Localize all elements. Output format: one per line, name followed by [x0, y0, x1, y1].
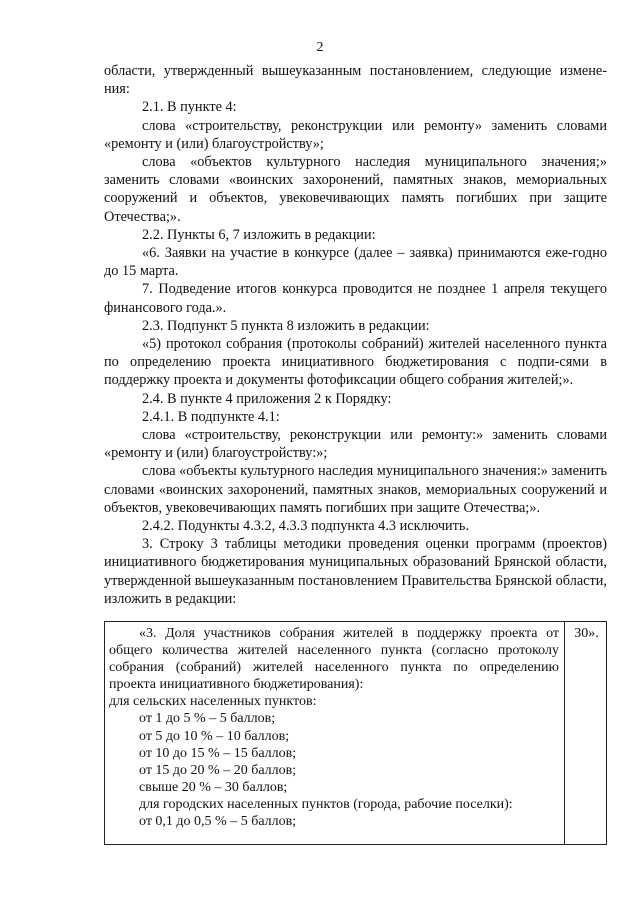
- paragraph: области, утвержденный вышеуказанным постановлением, следующие измене-ния:: [104, 63, 607, 98]
- rural-header: для сельских населенных пунктов:: [109, 694, 317, 710]
- paragraph: 2.4.1. В подпункте 4.1:: [142, 408, 280, 425]
- paragraph: слова «объектов культурного наследия муниципального значения;» заменить словами «воинских захоронений, памятных знаков, мемориальных сооружений и объектов, увековечивающих память погибших при защите Отечества;».: [104, 154, 607, 225]
- rural-item: от 15 до 20 % – 20 баллов;: [139, 762, 297, 778]
- rural-item: свыше 20 % – 30 баллов;: [139, 779, 288, 795]
- paragraph: 3. Строку 3 таблицы методики проведения оценки программ (проектов) инициативного бюджетирования муниципальных образований Брянской области, утвержденной вышеуказанным постановлением Правительства Брянской области, изложить в редакции:: [104, 536, 607, 607]
- paragraph: 2.4.2. Подункты 4.3.2, 4.3.3 подпункта 4.3 исключить.: [142, 518, 470, 535]
- page-number: 2: [316, 40, 324, 55]
- paragraph: слова «строительству, реконструкции или ремонту» заменить словами «ремонту и (или) благоустройству»;: [104, 117, 607, 152]
- paragraph: 7. Подведение итогов конкурса проводится не позднее 1 апреля текущего финансового года.».: [104, 281, 607, 316]
- paragraph: «5) протокол собрания (протоколы собраний) жителей населенного пункта по определению проекта инициативного бюджетирования с подпи-сями в поддержку проекта и документы фотофиксации общего собрания жителей;».: [104, 336, 607, 389]
- paragraph: «6. Заявки на участие в конкурсе (далее – заявка) принимаются еже-годно до 15 марта.: [104, 245, 607, 280]
- score-cell: 30».: [574, 626, 599, 641]
- column-divider: [564, 622, 565, 844]
- paragraph: слова «строительству, реконструкции или ремонту:» заменить словами «ремонту и (или) благоустройству:»;: [104, 427, 607, 462]
- paragraph: 2.1. В пункте 4:: [142, 99, 237, 116]
- paragraph: 2.3. Подпункт 5 пункта 8 изложить в редакции:: [142, 317, 430, 334]
- rural-item: от 10 до 15 % – 15 баллов;: [139, 745, 297, 761]
- urban-header: для городских населенных пунктов (города, рабочие поселки):: [139, 796, 513, 812]
- paragraph: 2.4. В пункте 4 приложения 2 к Порядку:: [142, 390, 392, 407]
- criterion-text: «3. Доля участников собрания жителей в поддержку проекта от общего количества жителей населенного пункта (согласно протоколу собрания (собраний) жителей населенного пункта по определению проекта инициативного бюджетирования):: [109, 626, 559, 693]
- urban-item: от 0,1 до 0,5 % – 5 баллов;: [139, 814, 297, 830]
- paragraph: слова «объекты культурного наследия муниципального значения:» заменить словами «воинских захоронений, памятных знаков, мемориальных сооружений и объектов, увековечивающих память погибших при защите Отечества;».: [104, 463, 607, 516]
- criterion-cell: [109, 625, 559, 830]
- paragraph: 2.2. Пункты 6, 7 изложить в редакции:: [142, 226, 376, 243]
- rural-item: от 5 до 10 % – 10 баллов;: [139, 728, 290, 744]
- rural-item: от 1 до 5 % – 5 баллов;: [139, 711, 276, 727]
- methodology-table: [104, 621, 607, 845]
- document-body: [104, 62, 607, 608]
